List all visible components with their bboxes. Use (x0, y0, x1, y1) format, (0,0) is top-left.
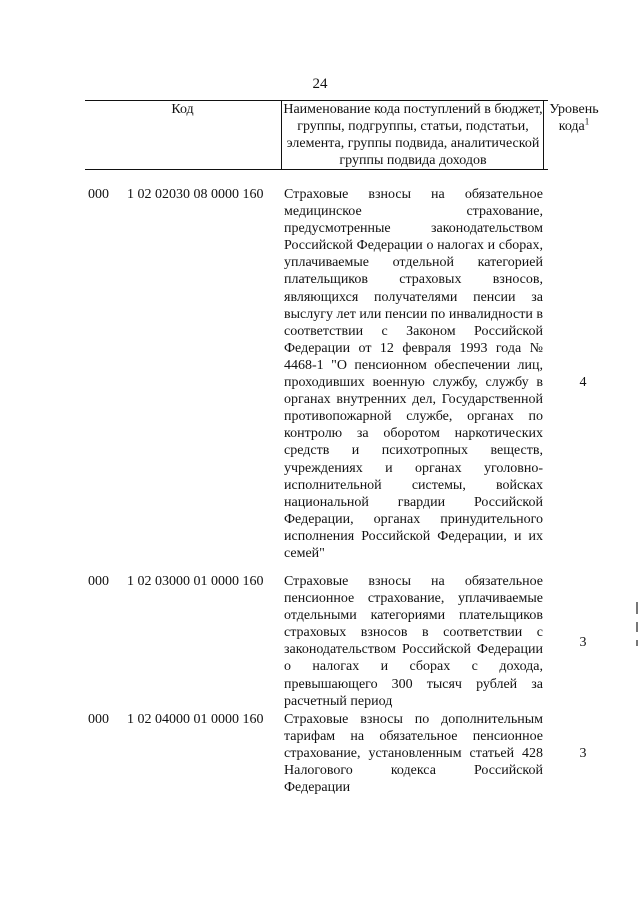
page-number: 24 (312, 76, 328, 92)
admin-code: 000 (88, 574, 109, 589)
income-code: 1 02 02030 08 0000 160 (127, 187, 264, 202)
income-code: 1 02 04000 01 0000 160 (127, 712, 264, 727)
code-level: 3 (579, 746, 587, 761)
code-level: 4 (579, 375, 587, 390)
income-name: Страховые взносы по дополнительным тарифам на обязательное пенсионное страхование, установленным статьей 428 Налогового кодекса Российской Федерации (284, 712, 543, 796)
scan-mark (636, 640, 638, 646)
admin-code: 000 (88, 187, 109, 202)
income-name: Страховые взносы на обязательное пенсионное страхование, уплачиваемые отдельными категориями плательщиков страховых взносов в соответствии с законодательством Российской Федерации о налогах и сборах с дохода, превышающего 300 тысяч рублей за расчетный период (284, 574, 543, 709)
code-level: 3 (579, 635, 587, 650)
header-code: Код (171, 102, 194, 117)
admin-code: 000 (88, 712, 109, 727)
header-level-footnote: 1 (584, 116, 590, 127)
header-level (544, 101, 604, 169)
income-code: 1 02 03000 01 0000 160 (127, 574, 264, 589)
income-name: Страховые взносы на обязательное медицинское страхование, предусмотренные законодательством Российской Федерации о налогах и сборах, уплачиваемые отдельной категорией плательщиков страховых взносов, являющихся получателями пенсии за выслугу лет или пенсии по инвалидности в соответствии с Законом Российской Федерации от 12 февраля 1993 года № 4468-1 "О пенсионном обеспечении лиц, проходивших военную службу, службу в органах внутренних дел, Государственной противопожарной службе, органах по контролю за оборотом наркотических средств и психотропных веществ, учреждениях и органах уголовно-исполнительной системы, войсках национальной гвардии Российской Федерации, органах принудительного исполнения Российской Федерации, и их семей" (284, 187, 543, 561)
header-name: Наименование кода поступлений в бюджет, группы, подгруппы, статьи, подстатьи, элемента, группы подвида, аналитической группы подвида доходов (283, 102, 543, 168)
scan-mark (636, 602, 638, 614)
table-header (85, 100, 599, 170)
header-divider (281, 101, 282, 169)
scan-mark (636, 622, 638, 632)
header-level-label: Уровень кода (549, 102, 599, 134)
